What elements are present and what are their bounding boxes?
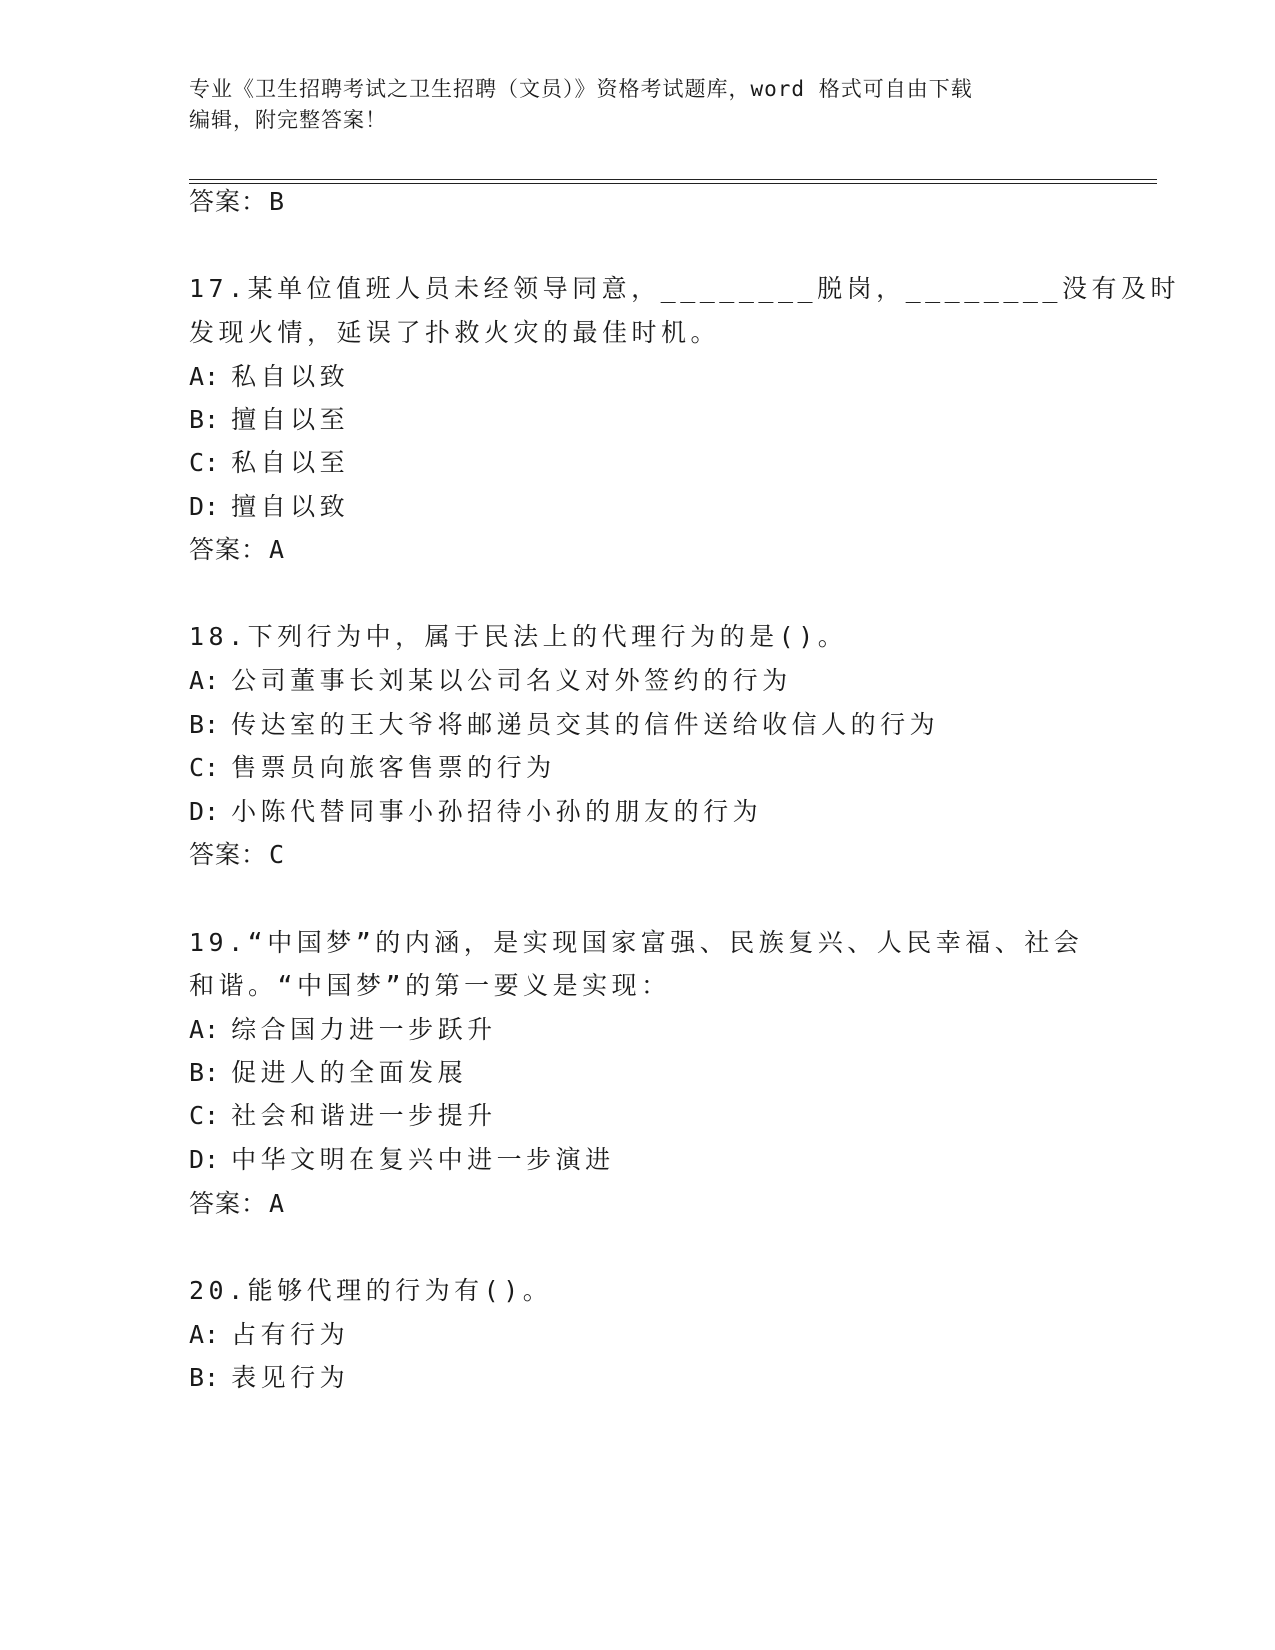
question-18-answer — [189, 838, 285, 872]
option-text: 社会和谐进一步提升 — [231, 1101, 497, 1130]
option-text: 促进人的全面发展 — [231, 1058, 468, 1087]
question-19-answer — [189, 1187, 285, 1221]
header-rule-bottom — [189, 183, 1157, 184]
question-19-option-c — [189, 1099, 497, 1133]
option-text: 公司董事长刘某以公司名义对外签约的行为 — [231, 666, 792, 695]
question-19-stem-line-1: 19.“中国梦”的内涵，是实现国家富强、民族复兴、人民幸福、社会 — [189, 928, 1084, 957]
option-text: 私自以至 — [231, 448, 350, 477]
option-text: 传达室的王大爷将邮递员交其的信件送给收信人的行为 — [231, 710, 940, 739]
option-label: A: — [189, 1015, 220, 1044]
option-text: 综合国力进一步跃升 — [231, 1015, 497, 1044]
question-17-option-d — [189, 490, 349, 524]
question-18-option-b — [189, 708, 939, 742]
answer-prefix: 答案： — [189, 187, 268, 216]
option-label: C: — [189, 448, 220, 477]
option-label: B: — [189, 1058, 220, 1087]
question-20-stem-line-1: 20.能够代理的行为有()。 — [189, 1276, 553, 1305]
header-line-1: 专业《卫生招聘考试之卫生招聘（文员）》资格考试题库，word 格式可自由下载 — [189, 77, 973, 101]
option-text: 擅自以致 — [231, 492, 350, 521]
question-17-stem-line-1: 17.某单位值班人员未经领导同意，________脱岗，________没有及时 — [189, 274, 1180, 303]
question-19-option-a — [189, 1013, 497, 1047]
option-label: A: — [189, 362, 220, 391]
question-17-option-a — [189, 360, 349, 394]
question-19-option-d — [189, 1143, 615, 1177]
question-17-option-b — [189, 403, 349, 437]
question-20-option-b — [189, 1361, 349, 1395]
option-label: D: — [189, 797, 220, 826]
question-18-option-c — [189, 751, 556, 785]
question-18-option-a — [189, 664, 792, 698]
header-line-2: 编辑，附完整答案！ — [189, 108, 387, 132]
question-19-option-b — [189, 1056, 467, 1090]
option-label: D: — [189, 492, 220, 521]
option-label: C: — [189, 753, 220, 782]
option-label: B: — [189, 1363, 220, 1392]
answer-value: C — [269, 840, 286, 869]
answer-prefix: 答案： — [189, 535, 268, 564]
header-rule-top — [189, 179, 1157, 180]
answer-value: A — [269, 1189, 286, 1218]
question-19-stem-line-2: 和谐。“中国梦”的第一要义是实现： — [189, 971, 671, 1000]
option-text: 私自以致 — [231, 362, 350, 391]
answer-prefix: 答案： — [189, 840, 268, 869]
option-label: D: — [189, 1145, 220, 1174]
question-17-option-c — [189, 446, 349, 480]
option-text: 中华文明在复兴中进一步演进 — [231, 1145, 615, 1174]
option-text: 占有行为 — [231, 1320, 350, 1349]
answer-prefix: 答案： — [189, 1189, 268, 1218]
question-18-stem-line-1: 18.下列行为中，属于民法上的代理行为的是()。 — [189, 622, 848, 651]
document-header — [189, 74, 1089, 136]
option-text: 小陈代替同事小孙招待小孙的朋友的行为 — [231, 797, 763, 826]
question-17-answer — [189, 533, 285, 567]
question-18-option-d — [189, 795, 762, 829]
option-label: B: — [189, 710, 220, 739]
question-20-option-a — [189, 1318, 349, 1352]
question-17-stem-line-2: 发现火情，延误了扑救火灾的最佳时机。 — [189, 318, 721, 347]
option-text: 擅自以至 — [231, 405, 350, 434]
option-label: B: — [189, 405, 220, 434]
answer-value: A — [269, 535, 286, 564]
option-text: 售票员向旅客售票的行为 — [231, 753, 556, 782]
option-label: A: — [189, 1320, 220, 1349]
option-label: C: — [189, 1101, 220, 1130]
option-text: 表见行为 — [231, 1363, 350, 1392]
option-label: A: — [189, 666, 220, 695]
answer-line — [189, 185, 285, 219]
answer-value: B — [269, 187, 286, 216]
